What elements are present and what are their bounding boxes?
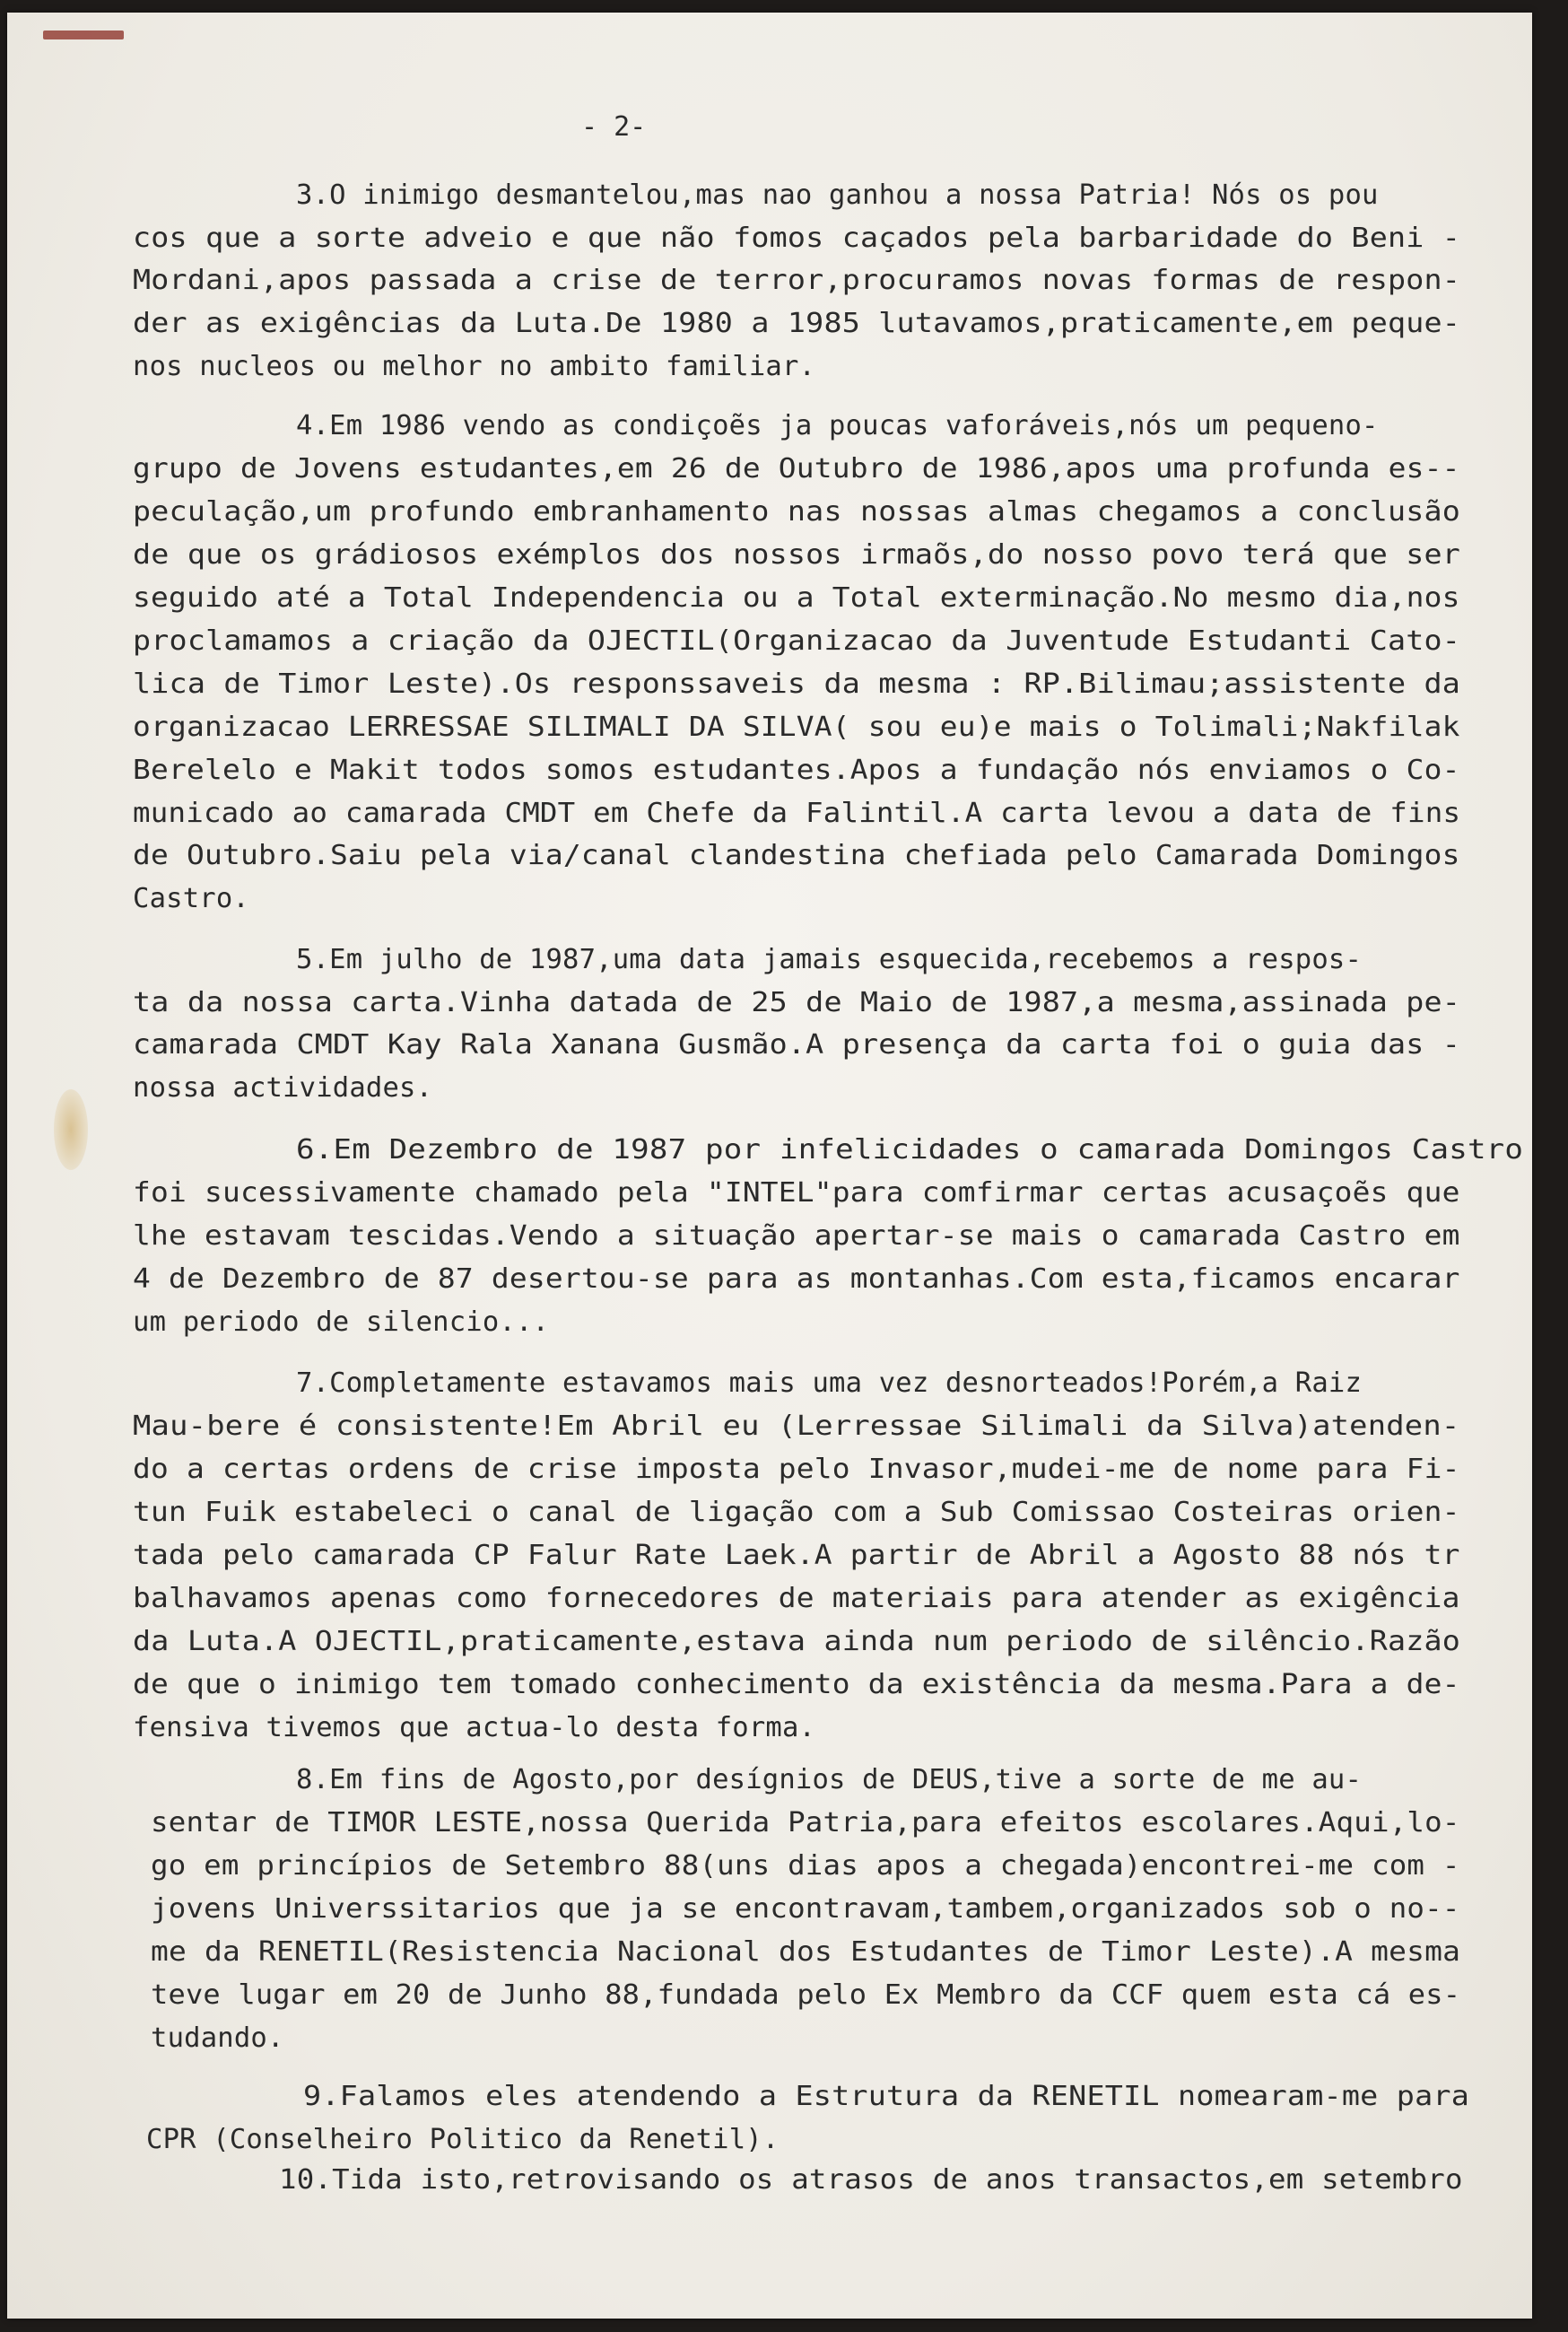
text-line: grupo de Jovens estudantes,em 26 de Outubro de 1986,apos uma profunda es-- (133, 453, 1460, 485)
text-line: 8.Em fins de Agosto,por desígnios de DEUS,tive a sorte de me au- (296, 1764, 1363, 1795)
text-line: municado ao camarada CMDT em Chefe da Falintil.A carta levou a data de fins (133, 798, 1461, 829)
text-line: cos que a sorte adveio e que não fomos caçados pela barbaridade do Beni - (133, 223, 1461, 254)
text-line: 10.Tida isto,retrovisando os atrasos de anos transactos,em setembro (279, 2164, 1463, 2196)
text-line: tada pelo camarada CP Falur Rate Laek.A partir de Abril a Agosto 88 nós tr (133, 1540, 1460, 1571)
document-page (7, 13, 1532, 2319)
text-line: teve lugar em 20 de Junho 88,fundada pelo Ex Membro da CCF quem esta cá es- (151, 1979, 1461, 2011)
text-line: do a certas ordens de crise imposta pelo Invasor,mudei-me de nome para Fi- (133, 1454, 1460, 1485)
text-line: da Luta.A OJECTIL,praticamente,estava ainda num periodo de silêncio.Razão (133, 1626, 1461, 1657)
text-line: nossa actividades. (133, 1072, 433, 1104)
text-line: organizacao LERRESSAE SILIMALI DA SILVA( sou eu)e mais o Tolimali;Nakfilak (133, 712, 1460, 743)
text-line: balhavamos apenas como fornecedores de materiais para atender as exigência (133, 1583, 1460, 1614)
text-line: Mordani,apos passada a crise de terror,procuramos novas formas de respon- (133, 265, 1461, 296)
text-line: sentar de TIMOR LESTE,nossa Querida Patria,para efeitos escolares.Aqui,lo- (151, 1807, 1460, 1839)
text-line: seguido até a Total Independencia ou a Total exterminação.No mesmo dia,nos (133, 582, 1460, 614)
text-line: go em princípios de Setembro 88(uns dias apos a chegada)encontrei-me com - (151, 1850, 1460, 1882)
text-line: 5.Em julho de 1987,uma data jamais esquecida,recebemos a respos- (296, 944, 1363, 975)
text-line: 7.Completamente estavamos mais uma vez desnorteados!Porém,a Raiz (296, 1367, 1363, 1399)
text-line: peculação,um profundo embranhamento nas nossas almas chegamos a conclusão (133, 496, 1461, 528)
text-line: jovens Universsitarios que ja se encontravam,tambem,organizados sob o no-- (151, 1893, 1460, 1925)
text-line: de Outubro.Saiu pela via/canal clandestina chefiada pelo Camarada Domingos (133, 840, 1460, 871)
text-line: me da RENETIL(Resistencia Nacional dos Estudantes de Timor Leste).A mesma (151, 1936, 1461, 1968)
text-line: de que os grádiosos exémplos dos nossos irmaõs,do nosso povo terá que ser (133, 539, 1461, 571)
text-line: ta da nossa carta.Vinha datada de 25 de Maio de 1987,a mesma,assinada pe- (133, 987, 1461, 1018)
text-line: 9.Falamos eles atendendo a Estrutura da RENETIL nomearam-me para (303, 2081, 1470, 2112)
text-line: de que o inimigo tem tomado conhecimento da existência da mesma.Para a de- (133, 1669, 1460, 1700)
text-line: der as exigências da Luta.De 1980 a 1985 lutavamos,praticamente,em peque- (133, 308, 1461, 339)
text-line: um periodo de silencio... (133, 1306, 550, 1338)
text-line: lhe estavam tescidas.Vendo a situação apertar-se mais o camarada Castro em (133, 1220, 1460, 1252)
text-line: 4 de Dezembro de 87 desertou-se para as montanhas.Com esta,ficamos encarar (133, 1263, 1460, 1295)
text-line: Berelelo e Makit todos somos estudantes.Apos a fundação nós enviamos o Co- (133, 755, 1460, 786)
text-line: proclamamos a criação da OJECTIL(Organizacao da Juventude Estudanti Cato- (133, 625, 1461, 657)
text-line: nos nucleos ou melhor no ambito familiar. (133, 351, 816, 382)
text-line: tun Fuik estabeleci o canal de ligação com a Sub Comissao Costeiras orien- (133, 1497, 1460, 1528)
text-line: fensiva tivemos que actua-lo desta forma. (133, 1712, 816, 1743)
text-line: 3.O inimigo desmantelou,mas nao ganhou a nossa Patria! Nós os pou (296, 179, 1379, 211)
text-line: CPR (Conselheiro Politico da Renetil). (146, 2124, 780, 2155)
text-line: Mau-bere é consistente!Em Abril eu (Lerressae Silimali da Silva)atenden- (133, 1411, 1460, 1442)
text-line: camarada CMDT Kay Rala Xanana Gusmão.A presença da carta foi o guia das - (133, 1029, 1461, 1061)
text-line: 6.Em Dezembro de 1987 por infelicidades o camarada Domingos Castro (296, 1134, 1524, 1166)
text-line: Castro. (133, 883, 249, 914)
typed-text-body (7, 13, 1532, 2319)
text-line: tudando. (151, 2022, 284, 2054)
text-line: lica de Timor Leste).Os responssaveis da mesma : RP.Bilimau;assistente da (133, 668, 1461, 700)
text-line: foi sucessivamente chamado pela "INTEL"para comfirmar certas acusaçoẽs que (133, 1177, 1460, 1209)
page-number: - 2- (581, 111, 647, 143)
text-line: 4.Em 1986 vendo as condiçoẽs ja poucas vaforáveis,nós um pequeno- (296, 410, 1379, 441)
